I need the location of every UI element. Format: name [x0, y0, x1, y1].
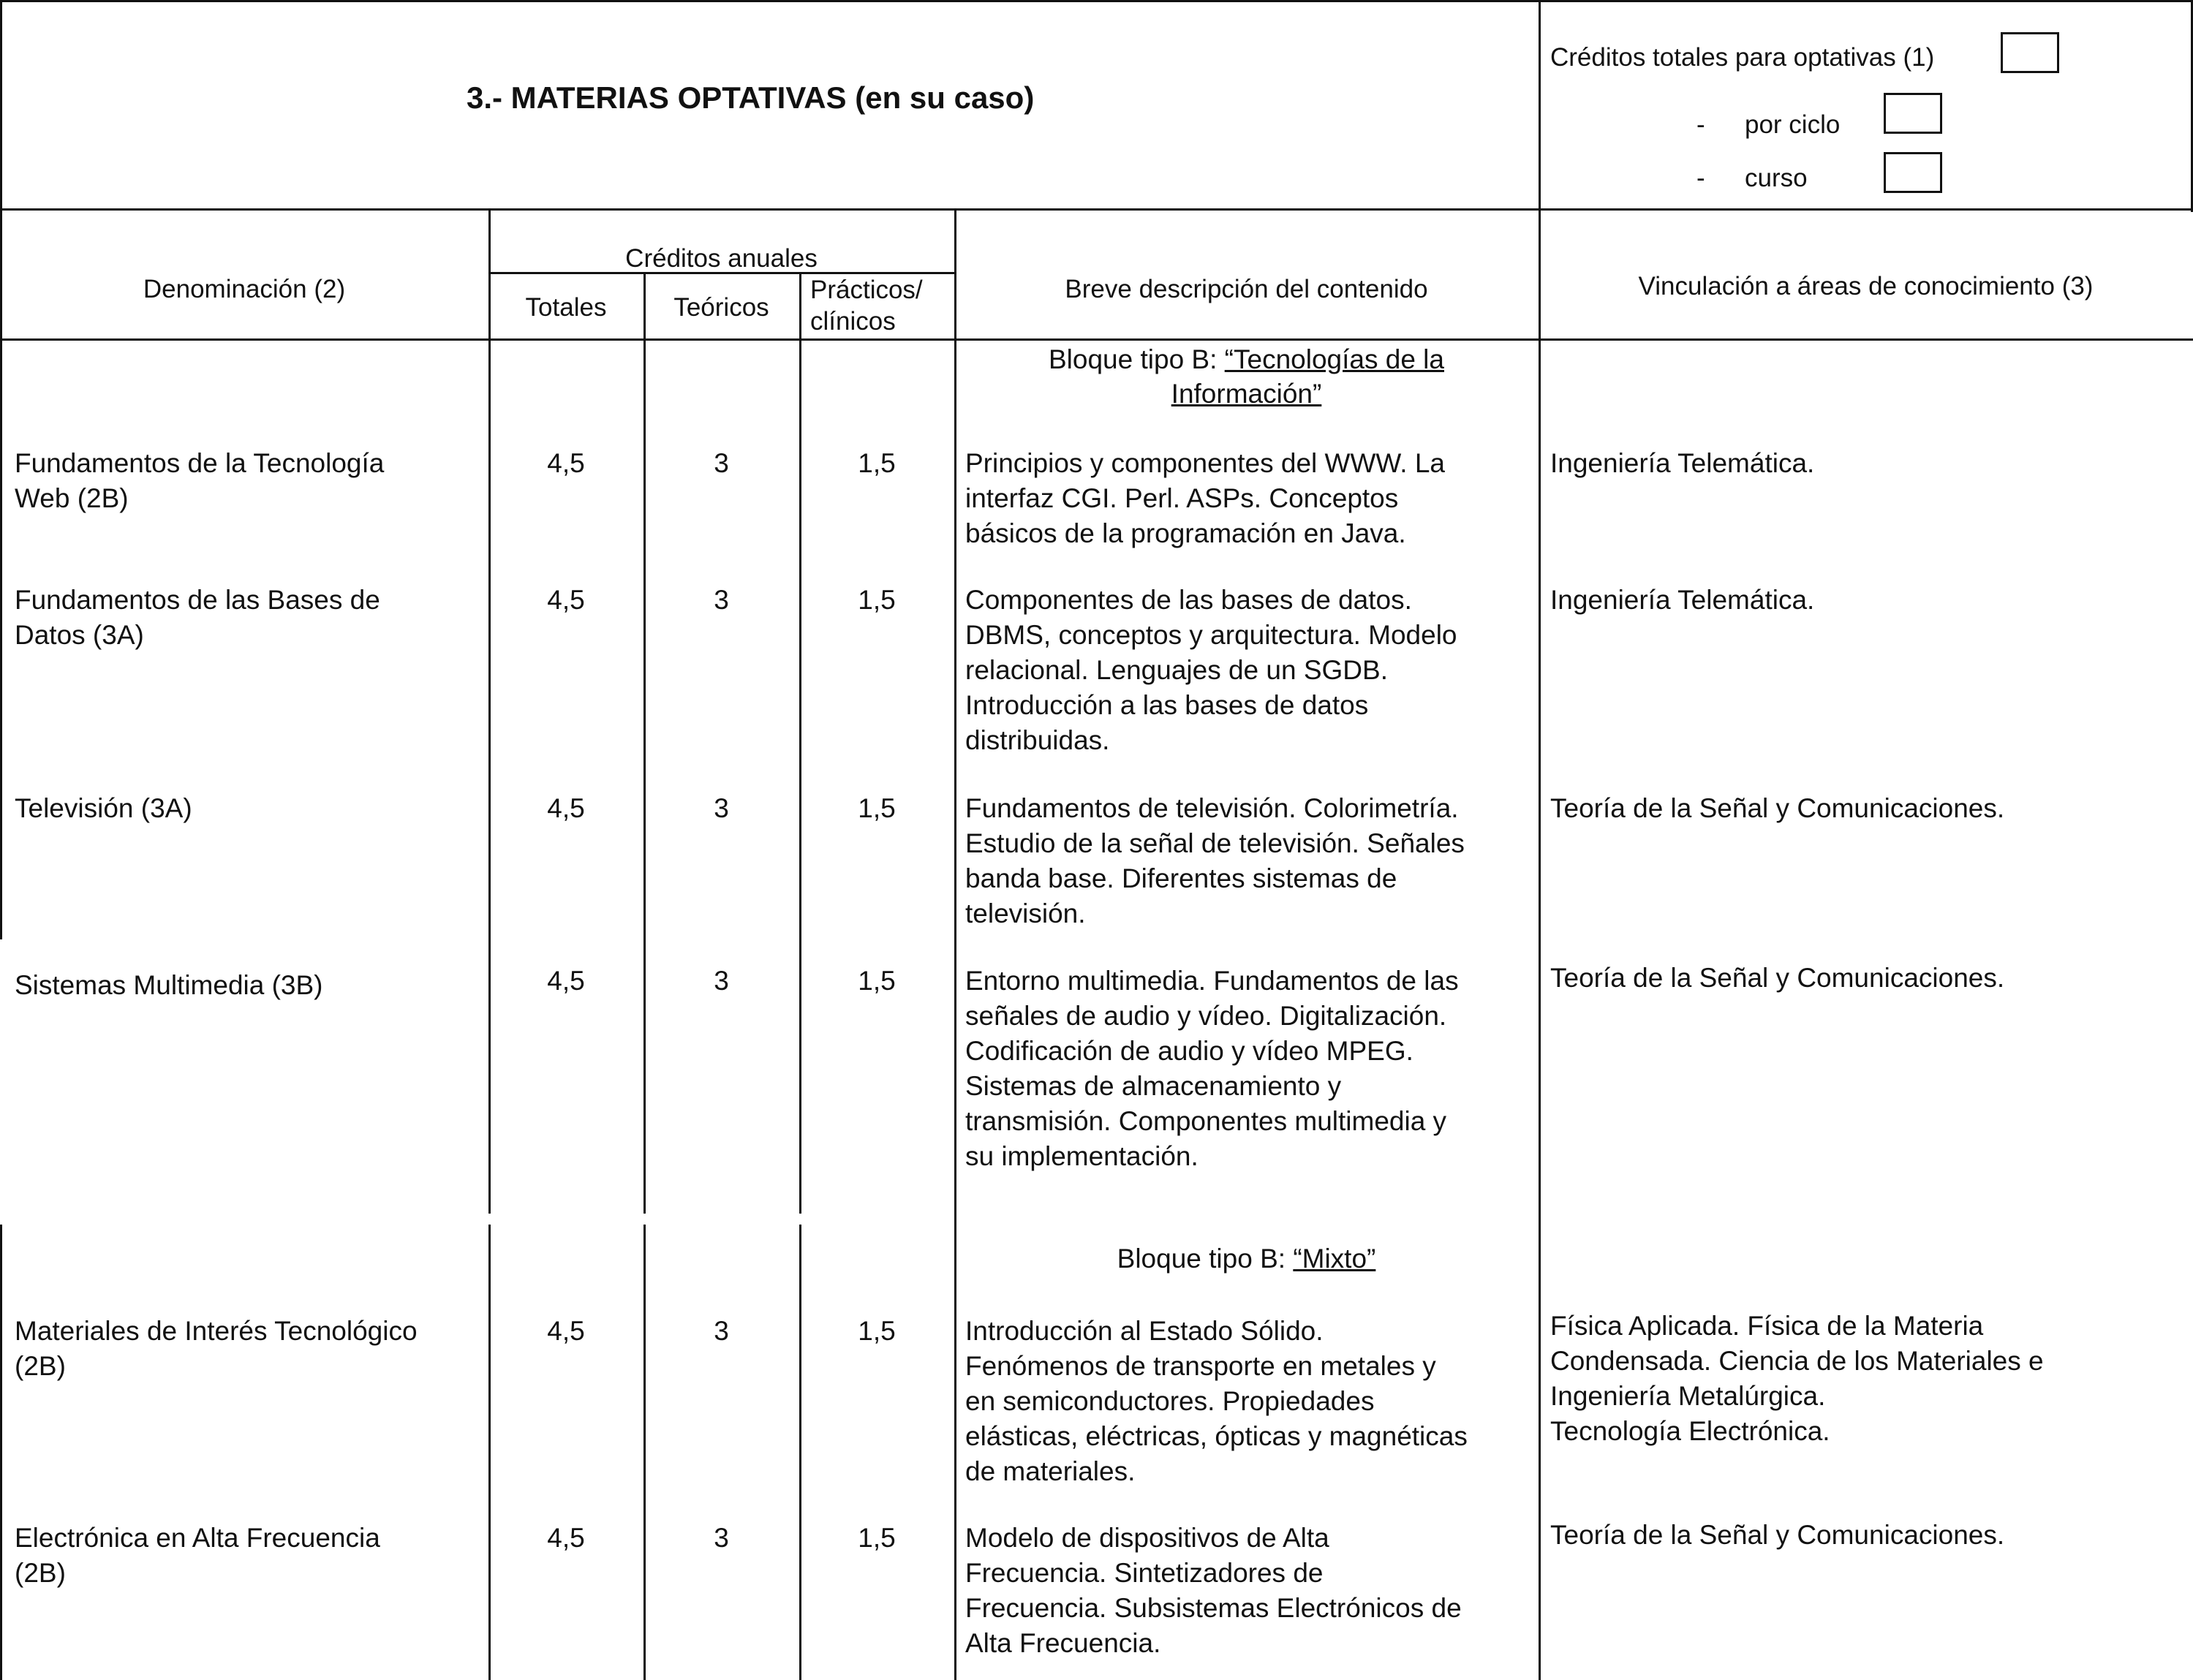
description-line: en semiconductores. Propiedades — [965, 1386, 1375, 1416]
description-line: Sistemas de almacenamiento y — [965, 1071, 1342, 1101]
page-title: 3.- MATERIAS OPTATIVAS (en su caso) — [467, 80, 1035, 115]
column-header-areas: Vinculación a áreas de conocimiento (3) — [1638, 272, 2094, 300]
column-header-description: Breve descripción del contenido — [1065, 275, 1428, 303]
description-line: de materiales. — [965, 1456, 1136, 1486]
column-header-practicos-line1: Prácticos/ — [810, 276, 923, 304]
block-label — [954, 1241, 1539, 1276]
rule-areas-left — [1539, 0, 1541, 1680]
description-line: su implementación. — [965, 1141, 1199, 1171]
credits-teoricos: 3 — [714, 1316, 729, 1346]
total-credits-box — [2001, 32, 2059, 73]
description-line: interfaz CGI. Perl. ASPs. Conceptos — [965, 483, 1399, 513]
subject-name-continued: (2B) — [15, 1558, 66, 1588]
column-header-credits: Créditos anuales — [625, 244, 818, 273]
description-line: Introducción a las bases de datos — [965, 690, 1369, 720]
subject-name: Sistemas Multimedia (3B) — [15, 970, 323, 1000]
credits-teoricos: 3 — [714, 448, 729, 478]
credits-teoricos: 3 — [714, 585, 729, 615]
credits-totales: 4,5 — [547, 448, 585, 478]
rule-left — [0, 0, 2, 939]
description-line: Codificación de audio y vídeo MPEG. — [965, 1036, 1413, 1066]
column-header-teoricos: Teóricos — [673, 293, 769, 322]
description-line: distribuidas. — [965, 725, 1110, 755]
description-line: elásticas, eléctricas, ópticas y magnéticas — [965, 1421, 1468, 1451]
column-header-practicos-line2: clínicos — [810, 307, 896, 336]
credits-totales: 4,5 — [547, 585, 585, 615]
credits-totales: 4,5 — [547, 1523, 585, 1553]
credits-practicos: 1,5 — [858, 1523, 896, 1553]
block-name: “Tecnologías de la — [1224, 344, 1444, 374]
rule-totales-right-lower — [643, 1225, 646, 1680]
credits-teoricos: 3 — [714, 793, 729, 823]
column-header-name: Denominación (2) — [143, 275, 346, 303]
subject-name: Fundamentos de las Bases de — [15, 585, 380, 615]
knowledge-area: Teoría de la Señal y Comunicaciones. — [1550, 963, 2005, 993]
course-box — [1884, 152, 1942, 193]
rule-name-right — [488, 208, 491, 1214]
credits-teoricos: 3 — [714, 966, 729, 996]
description-line: Modelo de dispositivos de Alta — [965, 1523, 1329, 1553]
credits-totales: 4,5 — [547, 1316, 585, 1346]
block-name: “Mixto” — [1293, 1244, 1376, 1274]
rule-description-left — [954, 208, 956, 1680]
knowledge-area: Ingeniería Telemática. — [1550, 585, 1815, 615]
description-line: Introducción al Estado Sólido. — [965, 1316, 1324, 1346]
subject-name: Televisión (3A) — [15, 793, 192, 823]
rule-top — [0, 0, 2193, 2]
credits-teoricos: 3 — [714, 1523, 729, 1553]
description-line: Principios y componentes del WWW. La — [965, 448, 1445, 478]
course-label: curso — [1745, 164, 1808, 192]
per-cycle-label: por ciclo — [1745, 110, 1841, 139]
description-line: Fenómenos de transporte en metales y — [965, 1351, 1436, 1381]
description-line: relacional. Lenguajes de un SGDB. — [965, 655, 1388, 685]
block-label — [954, 342, 1539, 377]
knowledge-area: Ingeniería Metalúrgica. — [1550, 1381, 1826, 1411]
per-cycle-box — [1884, 93, 1942, 134]
description-line: banda base. Diferentes sistemas de — [965, 863, 1397, 893]
description-line: señales de audio y vídeo. Digitalización. — [965, 1001, 1447, 1031]
subject-name-continued: Web (2B) — [15, 483, 129, 513]
knowledge-area: Condensada. Ciencia de los Materiales e — [1550, 1346, 2044, 1376]
credits-practicos: 1,5 — [858, 585, 896, 615]
knowledge-area: Física Aplicada. Física de la Materia — [1550, 1311, 1984, 1341]
block-prefix: Bloque tipo B: — [1117, 1244, 1294, 1274]
rule-column-headers-bottom — [0, 338, 2193, 341]
description-line: Componentes de las bases de datos. — [965, 585, 1412, 615]
credits-totales: 4,5 — [547, 966, 585, 996]
block-name-continued: Información” — [1171, 379, 1322, 409]
subject-name-continued: (2B) — [15, 1351, 66, 1381]
block-prefix: Bloque tipo B: — [1049, 344, 1225, 374]
rule-left-lower — [0, 1225, 2, 1680]
description-line: televisión. — [965, 898, 1086, 928]
rule-teoricos-right-lower — [799, 1225, 801, 1680]
total-credits-label: Créditos totales para optativas (1) — [1550, 43, 1935, 72]
knowledge-area: Ingeniería Telemática. — [1550, 448, 1815, 478]
description-line: básicos de la programación en Java. — [965, 518, 1406, 548]
credits-practicos: 1,5 — [858, 966, 896, 996]
subject-name: Materiales de Interés Tecnológico — [15, 1316, 418, 1346]
credits-practicos: 1,5 — [858, 793, 896, 823]
credits-practicos: 1,5 — [858, 1316, 896, 1346]
description-line: Frecuencia. Subsistemas Electrónicos de — [965, 1593, 1462, 1623]
knowledge-area: Teoría de la Señal y Comunicaciones. — [1550, 1520, 2005, 1550]
knowledge-area: Teoría de la Señal y Comunicaciones. — [1550, 793, 2005, 823]
description-line: Alta Frecuencia. — [965, 1628, 1161, 1658]
rule-totales-right — [643, 272, 646, 1214]
description-line: transmisión. Componentes multimedia y — [965, 1106, 1447, 1136]
credits-totales: 4,5 — [547, 793, 585, 823]
description-line: DBMS, conceptos y arquitectura. Modelo — [965, 620, 1457, 650]
rule-header-bottom — [0, 208, 2193, 211]
subject-name: Fundamentos de la Tecnología — [15, 448, 385, 478]
rule-teoricos-right — [799, 272, 801, 1214]
subject-name: Electrónica en Alta Frecuencia — [15, 1523, 380, 1553]
knowledge-area: Tecnología Electrónica. — [1550, 1416, 1830, 1446]
course-dash: - — [1696, 164, 1705, 192]
rule-name-right-lower — [488, 1225, 491, 1680]
description-line: Frecuencia. Sintetizadores de — [965, 1558, 1324, 1588]
subject-name-continued: Datos (3A) — [15, 620, 144, 650]
description-line: Entorno multimedia. Fundamentos de las — [965, 966, 1459, 996]
per-cycle-dash: - — [1696, 110, 1705, 139]
credits-practicos: 1,5 — [858, 448, 896, 478]
description-line: Fundamentos de televisión. Colorimetría. — [965, 793, 1459, 823]
column-header-totales: Totales — [525, 293, 607, 322]
description-line: Estudio de la señal de televisión. Señales — [965, 828, 1465, 858]
